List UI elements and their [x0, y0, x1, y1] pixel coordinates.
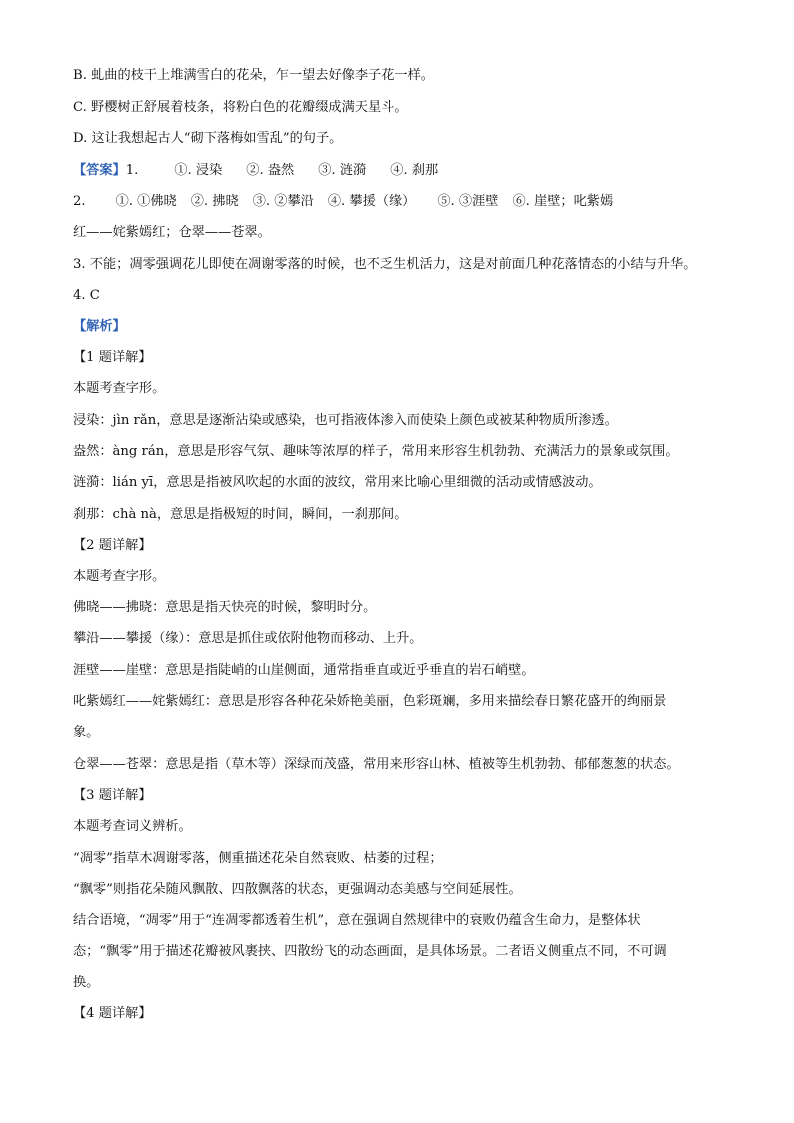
answer-q2-item: ③. ②攀沿: [252, 194, 314, 209]
answer-q1-item: ③. 涟漪: [318, 163, 367, 178]
correction-line: 涯壁——崖壁：意思是指陡峭的山崖侧面，通常指垂直或近乎垂直的岩石峭壁。: [73, 663, 535, 678]
answer-q2-num: 2.: [73, 194, 86, 209]
answer-q2-item: ④. 攀援（缘）: [327, 194, 416, 209]
answer-label: 【答案】: [73, 163, 126, 178]
section-intro-2: 本题考查字形。: [73, 569, 166, 584]
answer-q2-item: ⑤. ③涯壁: [437, 194, 499, 209]
term-explanation: 涟漪：lián yī，意思是指被风吹起的水面的波纹，常用来比喻心里细微的活动或情感波动。: [73, 475, 602, 490]
option-b: B. 虬曲的枝干上堆满雪白的花朵，乍一望去好像李子花一样。: [73, 68, 434, 83]
analysis-line: 换。: [73, 975, 100, 990]
answer-q2-item: ⑥. 崖壁；叱紫嫣: [512, 194, 614, 209]
section-intro-1: 本题考查字形。: [73, 381, 166, 396]
option-c: C. 野樱树正舒展着枝条，将粉白色的花瓣缀成满天星斗。: [73, 100, 408, 115]
analysis-line: “凋零”指草木凋谢零落，侧重描述花朵自然衰败、枯萎的过程；: [73, 851, 443, 866]
analysis-line: “飘零”则指花朵随风飘散、四散飘落的状态，更强调动态美感与空间延展性。: [73, 882, 522, 897]
answer-q2-item: ②. 拂晓: [190, 194, 239, 209]
analysis-line: 结合语境，“凋零”用于“连凋零都透着生机”，意在强调自然规律中的衰败仍蕴含生命力，是整体状: [73, 913, 641, 928]
answer-q1-item: ②. 盎然: [246, 163, 295, 178]
section-title-2: 【2 题详解】: [73, 538, 152, 553]
correction-line: 佛晓——拂晓：意思是指天快亮的时候，黎明时分。: [73, 600, 377, 615]
option-d: D. 这让我想起古人“砌下落梅如雪乱”的句子。: [73, 131, 343, 146]
term-explanation: 刹那：chà nà，意思是指极短的时间，瞬间，一刹那间。: [73, 507, 408, 522]
answer-line-2: [73, 192, 734, 212]
correction-line: 攀沿——攀援（缘）：意思是抓住或依附他物而移动、上升。: [73, 631, 423, 646]
answer-q2-item: ①. ①佛晓: [115, 194, 177, 209]
answer-q1-num: 1.: [125, 163, 139, 178]
section-intro-3: 本题考查词义辨析。: [73, 819, 192, 834]
section-title-4: 【4 题详解】: [73, 1006, 152, 1021]
answer-q1-item: ④. 刹那: [390, 163, 439, 178]
correction-line: 叱紫嫣红——姹紫嫣红：意思是形容各种花朵娇艳美丽，色彩斑斓，多用来描绘春日繁花盛开的绚丽景: [73, 694, 667, 709]
section-title-1: 【1 题详解】: [73, 350, 152, 365]
correction-line: 仓翠——苍翠：意思是指（草木等）深绿而茂盛，常用来形容山林、植被等生机勃勃、郁郁葱葱的状态。: [73, 757, 680, 772]
analysis-line: 态；“飘零”用于描述花瓣被风裹挟、四散纷飞的动态画面，是具体场景。二者语义侧重点不同，不可调: [73, 944, 667, 959]
term-explanation: 盎然：àng rán，意思是形容气氛、趣味等浓厚的样子，常用来形容生机勃勃、充满活力的景象或氛围。: [73, 444, 679, 459]
term-explanation: 浸染：jìn rǎn，意思是逐渐沾染或感染，也可指液体渗入而使染上颜色或被某种物质所渗透。: [73, 413, 618, 428]
section-title-3: 【3 题详解】: [73, 788, 152, 803]
answer-q4: 4. C: [73, 288, 100, 303]
analysis-label: 【解析】: [73, 319, 126, 334]
answer-line-1: [73, 161, 734, 181]
correction-line: 象。: [73, 725, 100, 740]
answer-q2-continued: 红——姹紫嫣红；仓翠——苍翠。: [73, 225, 271, 240]
answer-q3: 3. 不能；凋零强调花儿即使在凋谢零落的时候，也不乏生机活力，这是对前面几种花落情态的小结与升华。: [73, 257, 697, 272]
answer-q1-item: ①. 浸染: [174, 163, 223, 178]
